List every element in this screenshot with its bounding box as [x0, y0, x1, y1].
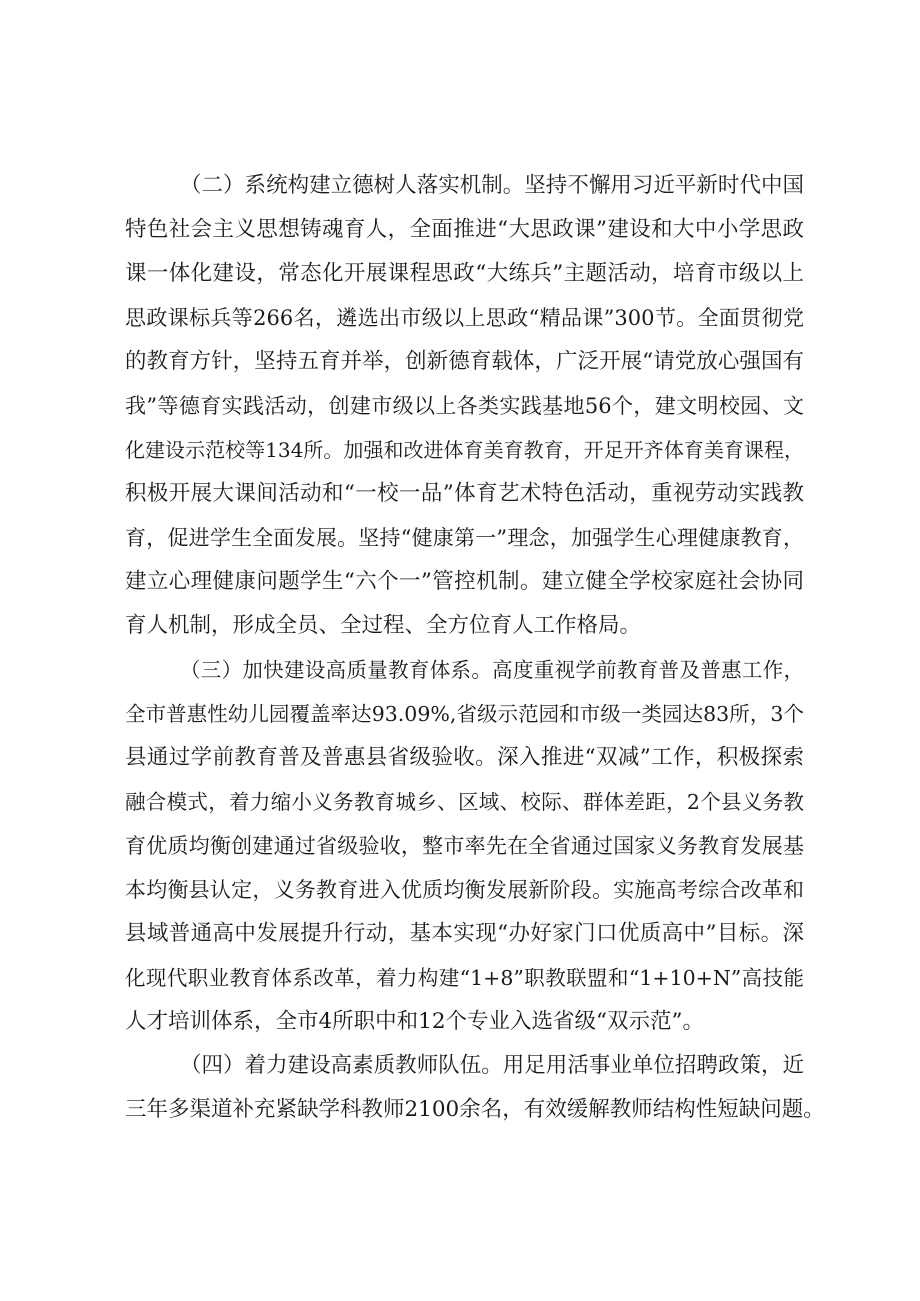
text-line: 本均衡县认定，义务教育进入优质均衡发展新阶段。实施高考综合改革和 — [125, 878, 804, 902]
text-line: 思政课标兵等266名，遴选出市级以上思政“精品课”300节。全面贯彻党 — [125, 306, 804, 330]
text-line: 建立心理健康问题学生“六个一”管控机制。建立健全学校家庭社会协同 — [125, 569, 804, 594]
text-line: 县通过学前教育普及普惠县省级验收。深入推进“双减”工作，积极探索 — [125, 745, 804, 770]
text-line: （四）着力建设高素质教师队伍。用足用活事业单位招聘政策，近 — [180, 1053, 804, 1078]
text-line: 特色社会主义思想铸魂育人，全面推进“大思政课”建设和大中小学思政 — [125, 217, 804, 242]
text-line: 化建设示范校等134所。加强和改进体育美育教育，开足开齐体育美育课程， — [125, 438, 804, 462]
text-line: 化现代职业教育体系改革，着力构建“1+8”职教联盟和“1+10+N”高技能 — [125, 966, 804, 990]
text-line: 人才培训体系，全市4所职中和12个专业入选省级“双示范”。 — [125, 1009, 705, 1034]
text-line: 县域普通高中发展提升行动，基本实现“办好家门口优质高中”目标。深 — [125, 921, 804, 946]
text-line: 全市普惠性幼儿园覆盖率达93.09%,省级示范园和市级一类园达83所，3个 — [125, 702, 804, 726]
text-line: 的教育方针，坚持五育并举，创新德育载体，广泛开展“请党放心强国有 — [125, 349, 804, 374]
text-line: 课一体化建设，常态化开展课程思政“大练兵”主题活动，培育市级以上 — [125, 261, 804, 286]
text-line: （三）加快建设高质量教育体系。高度重视学前教育普及普惠工作， — [180, 658, 804, 682]
text-line: 育，促进学生全面发展。坚持“健康第一”理念，加强学生心理健康教育， — [125, 526, 804, 550]
text-line: 我”等德育实践活动，创建市级以上各类实践基地56个，建文明校园、文 — [125, 394, 804, 418]
text-line: （二）系统构建立德树人落实机制。坚持不懈用习近平新时代中国 — [180, 173, 804, 198]
text-line: 育人机制，形成全员、全过程、全方位育人工作格局。 — [125, 613, 642, 638]
text-line: 融合模式，着力缩小义务教育城乡、区域、校际、群体差距，2个县义务教 — [125, 790, 804, 814]
text-line: 育优质均衡创建通过省级验收，整市率先在全省通过国家义务教育发展基 — [125, 834, 804, 858]
text-line: 积极开展大课间活动和“一校一品”体育艺术特色活动，重视劳动实践教 — [125, 481, 804, 506]
text-line: 三年多渠道补充紧缺学科教师2100余名，有效缓解教师结构性短缺问题。 — [125, 1097, 825, 1122]
